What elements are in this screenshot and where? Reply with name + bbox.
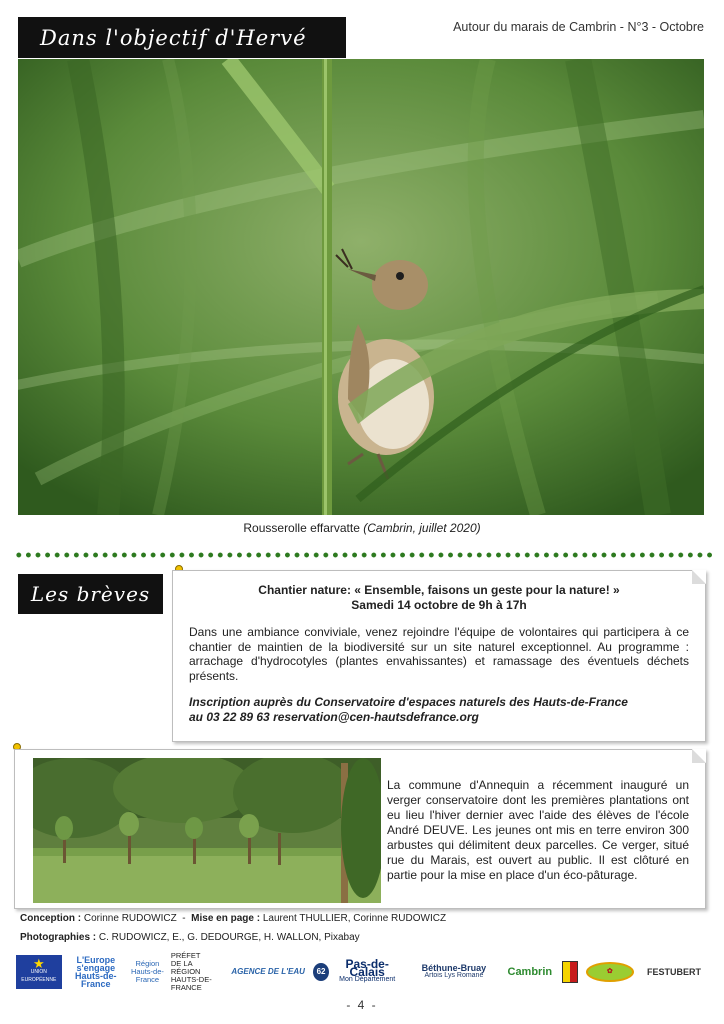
page-fold xyxy=(692,570,706,584)
section-title xyxy=(18,17,346,58)
verger-card xyxy=(14,749,706,909)
agence-eau-logo: AGENCE DE L'EAU xyxy=(231,967,305,976)
credits-conception xyxy=(20,913,446,924)
pas-de-calais-logo: 62 Pas-de-Calais Mon Département xyxy=(313,955,402,989)
dotted-divider xyxy=(14,552,714,558)
verger-text: La commune d'Annequin a récemment inauguré un verger conservatoire dont les premières plantations ont eu lieu l'hiver dernier avec l'aide des élèves de l'école André DEUVE. Les jeunes ont mis en terre environ 300 arbustes qui délimitent deux parcelles. Ce verger, situé rue du Marais, est ouvert au public. Il est clôturé en partie pour la mise en place d'un éco-pâturage. xyxy=(387,778,689,882)
annequin-shield-icon xyxy=(560,955,579,989)
photos-label: Photographies : xyxy=(20,932,97,943)
mise-label: Mise en page : xyxy=(191,913,261,924)
eu-logo: ★ UNION EUROPÉENNE xyxy=(16,955,62,989)
event-body: Dans une ambiance conviviale, venez rejoindre l'équipe de volontaires qui participera à ce chantier de maintien de la biodiversité sur un site naturel exceptionnel. Au programme : arrachage d'hydrocotyles (plantes envahissantes) et ramassage des éventuels déchets présents. xyxy=(189,625,689,683)
section-title-text: Dans l'objectif d'Hervé xyxy=(40,25,307,50)
event-date: Samedi 14 octobre de 9h à 17h xyxy=(351,598,527,612)
credits-separator: - xyxy=(182,913,186,924)
conception-value: Corinne RUDOWICZ xyxy=(83,913,177,924)
credits-photos xyxy=(20,932,360,943)
page-number: - 4 - xyxy=(346,998,378,1012)
event-headline: Chantier nature: « Ensemble, faisons un geste pour la nature! » xyxy=(258,583,620,597)
region-logo: Région Hauts-de-France xyxy=(130,959,164,984)
europe-sengage-logo: L'Europe s'engage Hauts-de-France xyxy=(75,955,117,989)
breves-title-text: Les brèves xyxy=(30,582,151,606)
partner-logos xyxy=(16,951,708,992)
caption-italic: (Cambrin, juillet 2020) xyxy=(363,521,481,535)
event-card xyxy=(172,570,706,742)
orchard-photo xyxy=(33,758,381,903)
caption-main: Rousserolle effarvatte xyxy=(243,521,360,535)
cambrin-logo: Cambrin xyxy=(507,966,553,978)
reed-warbler-illustration xyxy=(18,59,704,515)
page-fold xyxy=(692,749,706,763)
lecoin-logo: ✿ xyxy=(586,955,635,989)
orchard-illustration xyxy=(33,758,381,903)
issue-label: Autour du marais de Cambrin - N°3 - Octobre xyxy=(453,20,704,34)
event-contact-line1: Inscription auprès du Conservatoire d'espaces naturels des Hauts-de-France xyxy=(189,695,628,709)
photos-value: C. RUDOWICZ, E., G. DEDOURGE, H. WALLON, Pixabay xyxy=(98,932,360,943)
festubert-logo: FESTUBERT xyxy=(647,967,702,977)
bethune-bruay-logo: Béthune-Bruay Artois Lys Romane xyxy=(421,963,487,979)
event-contact-line2: au 03 22 89 63 reservation@cen-hautsdefrance.org xyxy=(189,710,479,724)
photo-caption xyxy=(0,521,724,535)
mise-value: Laurent THULLIER, Corinne RUDOWICZ xyxy=(262,913,447,924)
bird-photo xyxy=(18,59,704,515)
conception-label: Conception : xyxy=(20,913,82,924)
breves-title xyxy=(18,574,163,614)
prefet-logo: PRÉFET DE LA RÉGION HAUTS-DE-FRANCE xyxy=(170,951,212,992)
